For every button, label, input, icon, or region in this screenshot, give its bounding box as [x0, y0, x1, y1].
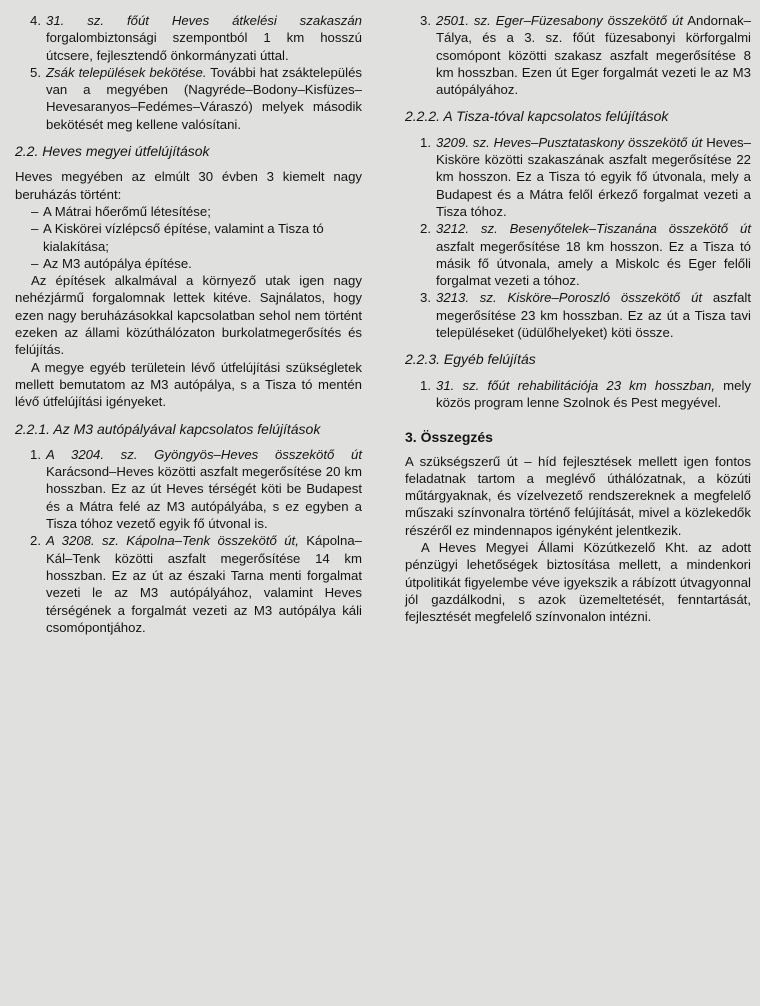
left-top-list — [15, 12, 362, 133]
list-item: 3. 2501. sz. Eger–Füzesabony összekötő út Andornak–Tálya, és a 3. sz. főút füzesabonyi körforgalmi csomópont közötti szakasz aszfalt megerősítése 8 km hosszban. Ezen út Eger forgalmát vezeti le az M3 autópályához. — [420, 13, 751, 98]
m3-list — [15, 446, 362, 636]
list-item: – A Kiskörei vízlépcső építése, valamint a Tisza tó kialakítása; — [31, 221, 324, 254]
heading-2-2-3: 2.2.3. Egyéb felújítás — [405, 351, 536, 368]
list-item: 3. 3213. sz. Kisköre–Poroszló összekötő út aszfalt megerősítése 23 km hosszban. Ez az út a Tisza tavi településeket (üdülőhelyeket) köti össze. — [420, 290, 751, 341]
list-item: 5. Zsák települések bekötése. További hat zsáktelepülés van a megyében (Nagyréde–Bodony–Kisfüzes–Hevesaranyos–Fedémes–Váraszó) melyek második bekötését meg kellene valósítani. — [30, 64, 362, 132]
list-item: – Az M3 autópálya építése. — [31, 255, 192, 271]
list-item: 1. 31. sz. főút rehabilitációja 23 km hosszban, mely közös program lenne Szolnok és Pest megyével. — [420, 377, 751, 410]
body-paragraph: A megye egyéb területein lévő útfelújítási szükségletek mellett bemutatom az M3 autópálya, s a Tisza tó mentén lévő útfelújítási igényeket. — [15, 359, 362, 410]
right-column — [405, 12, 751, 626]
list-item: 2. A 3208. sz. Kápolna–Tenk összekötő út, Kápolna–Kál–Tenk közötti aszfalt megerősítése 14 km hosszban. Ez az út az északi Tarna menti forgalmat vezeti le az M3 autópályához, valamint Heves térségének a forgalmát vezeti az M3 autópálya káli csomópontjához. — [30, 533, 362, 635]
list-item: 1. 3209. sz. Heves–Pusztataskony összekötő út Heves–Kisköre közötti szakaszának aszfalt megerősítése 22 km hosszon. Ez a Tisza tó egyik fő útvonala, mely a Budapest és a Mátra felől érkező forgalmat vezeti a Tisza tóhoz. — [420, 134, 751, 219]
left-column — [15, 12, 362, 636]
summary-paragraph: A szükségszerű út – híd fejlesztések mellett igen fontos feladatnak tartom a meglévő úthálózatnak, a közúti műtárgyaknak, és vízelvezető rendszereknek a megfelelő műszaki színvonalra történő felújítását, mivel a közlekedők részéről ez mindennapos igényként jelentkezik. — [405, 453, 751, 538]
intro-paragraph: Heves megyében az elmúlt 30 évben 3 kiemelt nagy beruházás történt: — [15, 169, 362, 202]
list-item: 4. 31. sz. főút Heves átkelési szakaszán forgalombiztonsági szempontból 1 km hosszú útcsere, fejlesztendő önkormányzati úttal. — [30, 13, 362, 63]
heading-2-2-1: 2.2.1. Az M3 autópályával kapcsolatos felújítások — [15, 420, 321, 437]
investments-list — [15, 203, 362, 272]
summary-paragraph: A Heves Megyei Állami Közútkezelő Kht. az adott pénzügyi lehetőségek biztosítása mellett, a mindenkori útpolitikát figyelembe véve igyekszik a rábízott útvagyonnal jól gazdálkodni, s azok üzemeltetését, fenntartását, fejlesztését megfelelő színvonalon intézni. — [405, 540, 751, 625]
tisza-list — [405, 134, 751, 342]
heading-2-2: 2.2. Heves megyei útfelújítások — [15, 143, 210, 160]
list-item: 2. 3212. sz. Besenyőtelek–Tiszanána összekötő út aszfalt megerősítése 18 km hosszon. Ez a Tisza tó másik fő útvonala, amely a Miskolc és Eger felőli forgalmat vezeti a tóhoz. — [420, 221, 751, 289]
body-paragraph: Az építések alkalmával a környező utak igen nagy nehézjármű forgalomnak lettek kitéve. Sajnálatos, hogy ezen nagy beruházásokkal kapcsolatban sehol nem történt ezeken az állami közúthálózaton burkolatmegerősítés és felújítás. — [15, 273, 362, 358]
heading-3-summary: 3. Összegzés — [405, 429, 493, 446]
m3-list-continued — [405, 12, 751, 98]
list-item: 1. A 3204. sz. Gyöngyös–Heves összekötő út Karácsond–Heves közötti aszfalt megerősítése 20 km hosszban. Ez az út Heves térségét köti be Budapest és a Mátra felé az M3 autópályába, s ez egyben a Tisza tóhoz vezető egyik fő útvonal is. — [30, 446, 362, 532]
heading-2-2-2: 2.2.2. A Tisza-tóval kapcsolatos felújítások — [405, 108, 669, 125]
list-item: – A Mátrai hőerőmű létesítése; — [31, 203, 211, 219]
other-list — [405, 377, 751, 412]
